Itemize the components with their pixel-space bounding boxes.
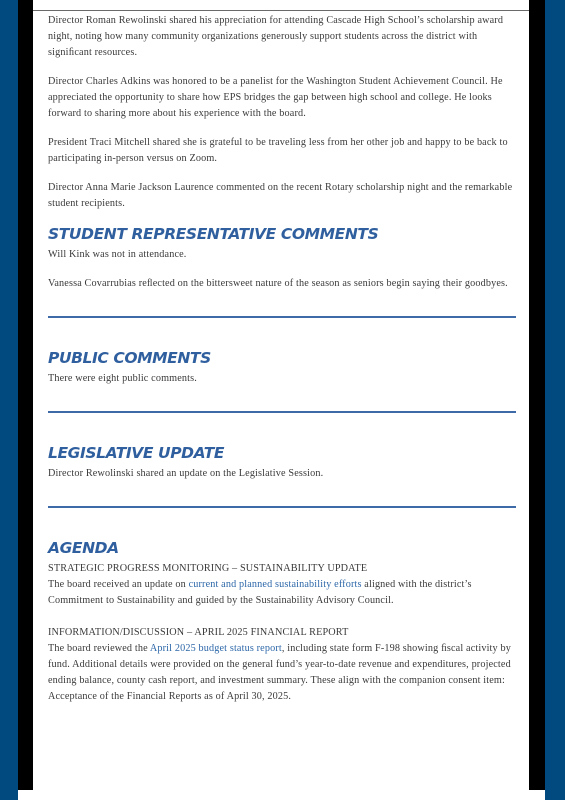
- agenda-text-end: , including state form F-198 showing ﬁscal activity by fund. Additional details were provided on the general fund’s year-to-date revenue and expenditures, projected ending balance, county cash report, and investment summary. These align with the companion consent item: Acceptance of the Financial Reports as of April 30, 2025.: [48, 643, 511, 702]
- agenda-item-title: STRATEGIC PROGRESS MONITORING – SUSTAINABILITY UPDATE: [48, 563, 368, 574]
- legislative-update-text: Director Rewolinski shared an update on the Legislative Session.: [48, 468, 324, 479]
- left-black-border: [18, 0, 33, 790]
- board-comment-laurence: Director Anna Marie Jackson Laurence commented on the recent Rotary scholarship night and the remarkable student recipients.: [48, 182, 513, 209]
- student-rep-heading: STUDENT REPRESENTATIVE COMMENTS: [48, 225, 379, 243]
- student-rep-text-1: Will Kink was not in attendance.: [48, 249, 187, 260]
- section-divider: [48, 506, 516, 508]
- section-divider: [48, 316, 516, 318]
- agenda-item-text: [48, 577, 516, 609]
- budget-status-report-link[interactable]: April 2025 budget status report: [149, 643, 282, 654]
- agenda-text-start: The board received an update on: [48, 579, 189, 590]
- public-comments-heading: PUBLIC COMMENTS: [48, 349, 211, 367]
- top-rule: [33, 10, 529, 11]
- agenda-text-end: aligned with the district’s Commitment to Sustainability and guided by the Sustainability Advisory Council.: [48, 579, 472, 606]
- right-black-border: [529, 0, 545, 790]
- agenda-heading: AGENDA: [48, 539, 119, 557]
- agenda-item-sustainability: [48, 561, 516, 609]
- agenda-text-start: The board reviewed the: [48, 643, 150, 654]
- left-blue-border: [0, 0, 18, 800]
- right-blue-border: [545, 0, 565, 800]
- agenda-item-title: INFORMATION/DISCUSSION – APRIL 2025 FINANCIAL REPORT: [48, 627, 349, 638]
- sustainability-efforts-link[interactable]: current and planned sustainability efforts: [188, 579, 362, 590]
- agenda-item-text: [48, 641, 516, 705]
- board-comment-adkins: Director Charles Adkins was honored to be a panelist for the Washington Student Achievement Council. He appreciated the opportunity to share how EPS bridges the gap between high school and college. He looks forward to sharing more about his experience with the board.: [48, 76, 503, 119]
- board-comment-mitchell: President Traci Mitchell shared she is grateful to be traveling less from her other job and happy to be back to participating in-person versus on Zoom.: [48, 137, 508, 164]
- legislative-update-heading: LEGISLATIVE UPDATE: [48, 444, 225, 462]
- student-rep-text-2: Vanessa Covarrubias reﬂected on the bittersweet nature of the season as seniors begin saying their goodbyes.: [48, 278, 508, 289]
- board-comment-rewolinski: Director Roman Rewolinski shared his appreciation for attending Cascade High School’s scholarship award night, noting how many community organizations generously support students across the district with signiﬁcant resources.: [48, 15, 504, 58]
- public-comments-text: There were eight public comments.: [48, 373, 197, 384]
- section-divider: [48, 411, 516, 413]
- newsletter-content: [33, 0, 529, 790]
- content-inner: [48, 13, 516, 721]
- agenda-item-financial-report: [48, 625, 516, 705]
